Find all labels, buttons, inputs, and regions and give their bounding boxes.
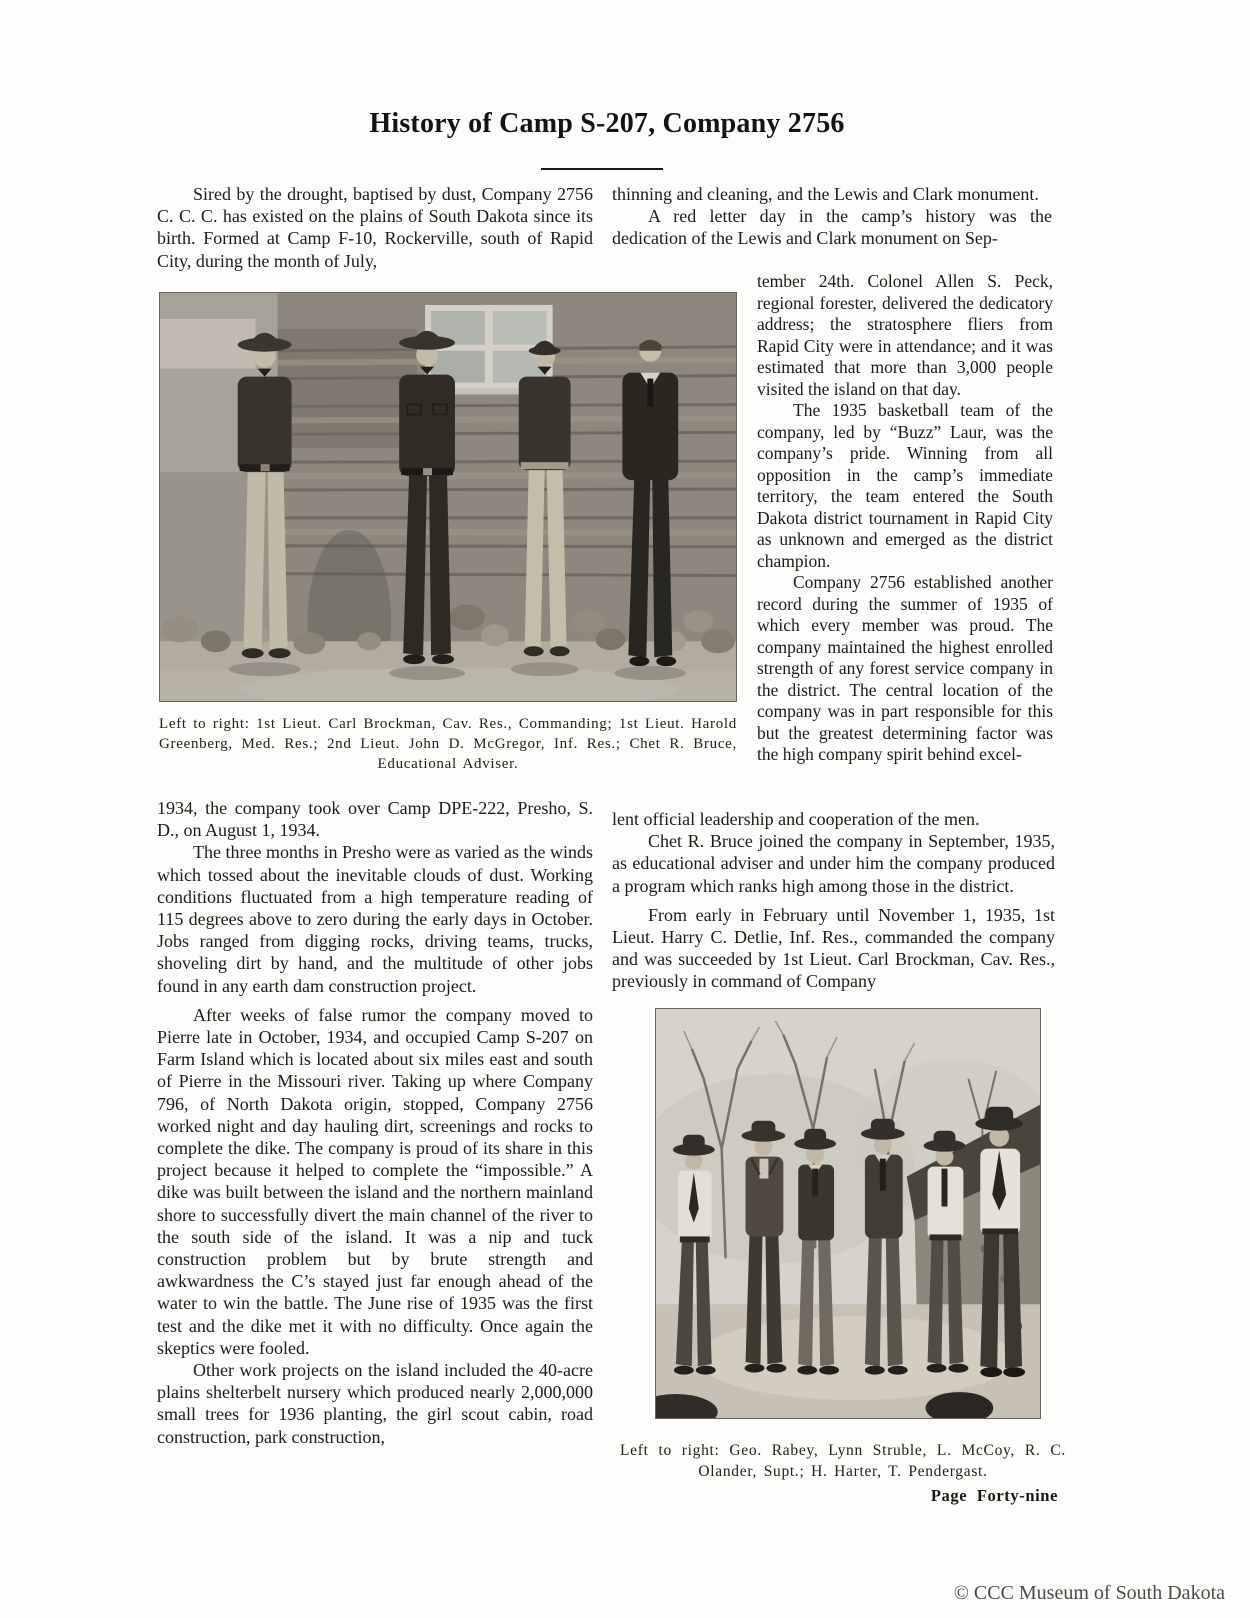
paragraph: A red letter day in the camp’s history was the dedication of the Lewis and Clark monument on Sep- (612, 206, 1052, 249)
page-number: Page Forty-nine (930, 1486, 1058, 1505)
supervisors-photo-art (656, 1009, 1040, 1418)
officers-photo-art (160, 293, 736, 701)
copyright-credit: © CCC Museum of South Dakota (953, 1582, 1225, 1604)
supervisors-photo-caption: Left to right: Geo. Rabey, Lynn Struble, L. McCoy, R. C. Olander, Supt.; H. Harter, T. Pendergast. (620, 1442, 1066, 1480)
officers-photo (159, 292, 737, 702)
paragraph: From early in February until November 1, 1935, 1st Lieut. Harry C. Detlie, Inf. Res., commanded the company and was succeeded by 1st Lieut. Carl Brockman, Cav. Res., previously in command of Company (612, 904, 1055, 992)
left-column-intro-block (157, 183, 593, 272)
left-column-body-block (157, 797, 593, 1448)
title-divider (541, 168, 663, 170)
supervisors-photo (655, 1008, 1041, 1419)
paragraph: Other work projects on the island included the 40-acre plains shelterbelt nursery which produced nearly 2,000,000 small trees for 1936 planting, the girl scout cabin, road construction, park construction, (157, 1360, 593, 1447)
paragraph: Chet R. Bruce joined the company in September, 1935, as educational adviser and under him the company produced a program which ranks high among those in the district. (612, 831, 1055, 896)
paragraph: The 1935 basketball team of the company, led by “Buzz” Laur, was the company’s pride. Winning from all opposition in the camp’s immediate territory, the team entered the South Dakota district tournament in Rapid City as unknown and emerged as the district champion. (757, 400, 1053, 571)
officers-photo-caption: Left to right: 1st Lieut. Carl Brockman, Cav. Res., Commanding; 1st Lieut. Harold Greenberg, Med. Res.; 2nd Lieut. John D. McGregor, Inf. Res.; Chet R. Bruce, Educational Adviser. (159, 716, 737, 772)
page-title: History of Camp S-207, Company 2756 (369, 108, 845, 139)
paragraph: After weeks of false rumor the company moved to Pierre late in October, 1934, and occupied Camp S-207 on Farm Island which is located about six miles east and south of Pierre in the Missouri river. Taking up where Company 796, of North Dakota origin, stopped, Company 2756 worked night and day hauling dirt, screenings and rocks to complete the dike. The company is proud of its share in this project because it helped to complete the “impossible.” A dike was built between the island and the northern mainland shore to successfully divert the main channel of the river to the south side of the island. It was a nip and tuck construction problem but by brute strength and awkwardness the C’s stayed just far enough ahead of the water to win the battle. The June rise of 1935 was the first test and the dike met it with no difficulty. Once again the skeptics were fooled. (157, 1004, 593, 1358)
paragraph: The three months in Presho were as varied as the winds which tossed about the inevitable clouds of dust. Working conditions fluctuated from a high temperature reading of 115 degrees above to zero during the early days in October. Jobs ranged from digging rocks, driving teams, trucks, shoveling dirt by hand, and the multitude of other jobs found in any earth dam construction project. (157, 842, 593, 996)
paragraph: Company 2756 established another record during the summer of 1935 of which every member was proud. The company maintained the highest enrolled strength of any forest service company in the district. The central location of the company was in part responsible for this but the greatest determining factor was the high company spirit behind excel- (757, 572, 1053, 764)
paragraph: 1934, the company took over Camp DPE-222, Presho, S. D., on August 1, 1934. (157, 798, 593, 841)
right-column-bottom-block (612, 808, 1055, 993)
paragraph: lent official leadership and cooperation of the men. (612, 809, 980, 829)
paragraph: tember 24th. Colonel Allen S. Peck, regional forester, delivered the dedicatory address; the stratosphere fliers from Rapid City were in attendance; and it was estimated that more than 3,000 people visited the island on that day. (757, 271, 1053, 399)
paragraph: Sired by the drought, baptised by dust, Company 2756 C. C. C. has existed on the plains of South Dakota since its birth. Formed at Camp F-10, Rockerville, south of Rapid City, during the month of July, (157, 184, 593, 271)
right-column-narrow-block (757, 271, 1053, 766)
right-column-top-block (612, 183, 1052, 250)
paragraph: thinning and cleaning, and the Lewis and Clark monument. (612, 184, 1039, 204)
